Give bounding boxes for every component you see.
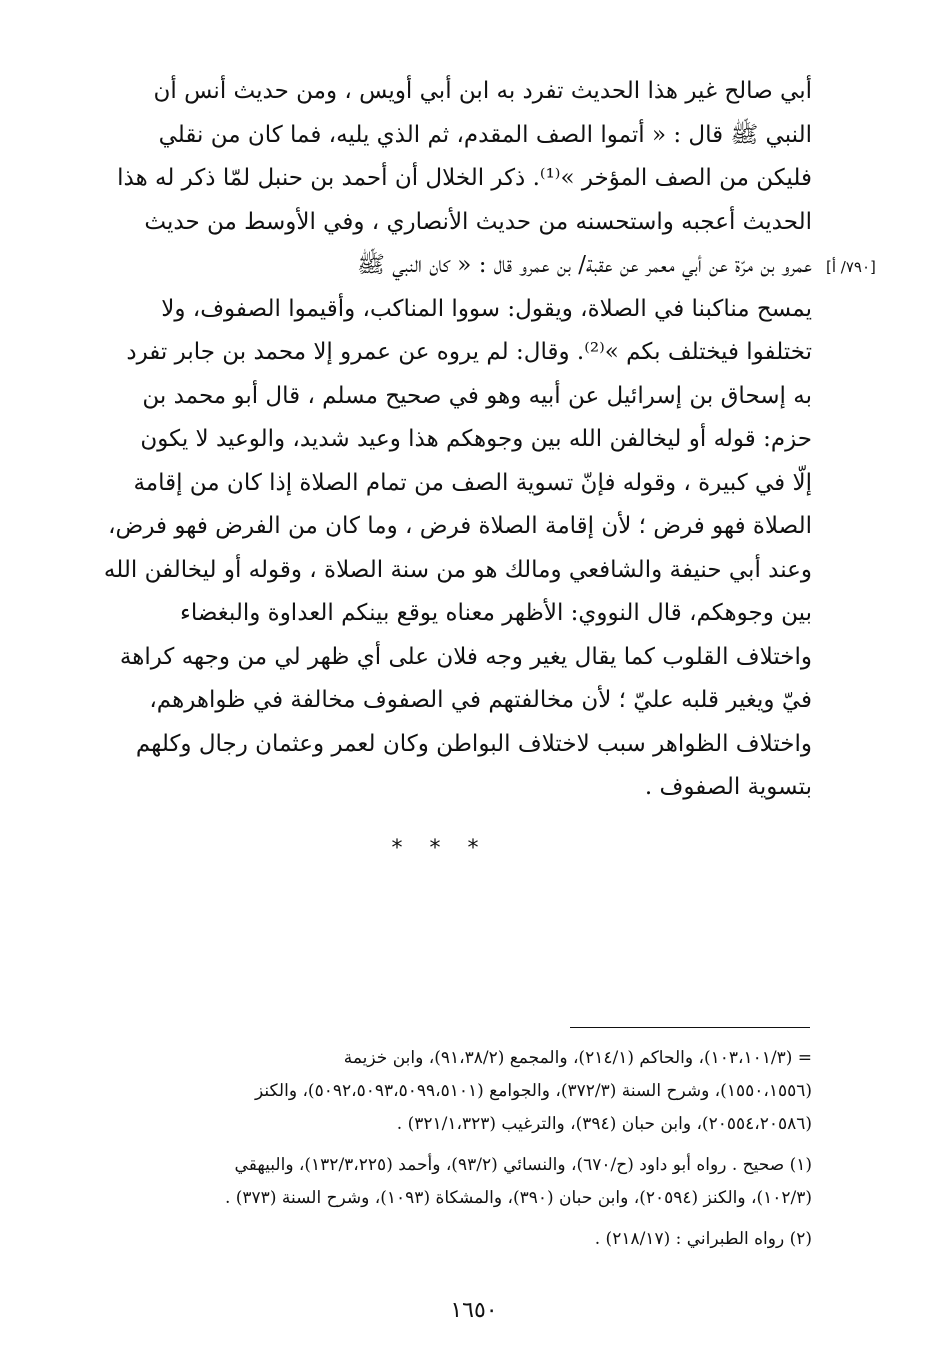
footnote-gap [70,1141,812,1149]
text-line: أبي صالح غير هذا الحديث تفرد به ابن أبي أويس ، ومن حديث أنس أن [153,78,812,104]
text-line: بتسوية الصفوف . [644,774,812,800]
text-line: حزم: قوله أو ليخالفن الله بين وجوهكم هذا وعيد شديد، والوعيد لا يكون [140,426,812,452]
text-line: بين وجوهكم، قال النووي: الأظهر معناه يوقع بينكم العداوة والبغضاء [180,600,812,626]
text-line: الحديث أعجبه واستحسنه من حديث الأنصاري ، وفي الأوسط من حديث [144,208,812,235]
text-line: النبي ﷺ قال : « أتموا الصف المقدم، ثم الذي يليه، فما كان من نقلي [158,121,812,148]
footnotes [70,1042,812,1256]
footnote-1-line: (١٠٢/٣)، والكنز (٢٠٥٩٤)، وابن حبان (٣٩٠)، والمشكاة (١٠٩٣)، وشرح السنة (٣٧٣) . [224,1188,812,1208]
text-line: فيّ ويغير قلبه عليّ ؛ لأن مخالفتهم في الصفوف مخالفة في ظواهرهم، [149,687,812,713]
text-line: واختلاف القلوب كما يقال يغير وجه فلان على أي ظهر لي من وجهه كراهة [119,643,812,670]
main-text-body [70,70,812,810]
text-line: عمرو بن مرّة عن أبي معمر عن عقبة/ بن عمرو قال : « كان النبي ﷺ [357,252,812,278]
text-line: واختلاف الظواهر سبب لاختلاف البواطن وكان لعمر وعثمان رجال وكلهم [135,730,812,757]
page-number: ١٦٥٠ [450,1298,498,1323]
footnote-continuation-line: = (١٠٣،١٠١/٣)، والحاكم (٢١٤/١)، والمجمع (٩١،٣٨/٢)، وابن خزيمة [343,1048,812,1068]
footnote-continuation-line: (٢٠٥٥٤،٢٠٥٨٦)، وابن حبان (٣٩٤)، والترغيب (٣٢١/١،٣٢٣) . [396,1114,812,1134]
footnote-divider [570,1027,810,1028]
manuscript-folio-reference: [٧٩٠/ أ] [826,258,876,276]
text-line: يمسح مناكبنا في الصلاة، ويقول: سووا المناكب، وأقيموا الصفوف، ولا [161,295,812,322]
section-separator: * * * [391,836,489,861]
text-line: به إسحاق بن إسرائيل عن أبيه وهو في صحيح مسلم ، قال أبو محمد بن [142,382,812,409]
text-line: إلّا في كبيرة ، وقوله فإنّ تسوية الصف من تمام الصلاة إذا كان من إقامة [133,469,812,496]
footnote-1-line: (١) صحيح . رواه أبو داود (ح/٦٧٠)، والنسائي (٩٣/٢)، وأحمد (١٣٢/٣،٢٢٥)، والبيهقي [234,1155,812,1175]
text-line: وعند أبي حنيفة والشافعي ومالك هو من سنة الصلاة ، وقوله أو ليخالفن الله [103,556,812,583]
text-line: الصلاة فهو فرض ؛ لأن إقامة الصلاة فرض ، وما كان من الفرض فهو فرض، [108,513,812,539]
footnote-continuation-line: (١٥٥٠،١٥٥٦)، وشرح السنة (٣٧٢/٣)، والجوامع (٥٠٩٢،٥٠٩٣،٥٠٩٩،٥١٠١)، والكنز [255,1081,812,1101]
footnote-2-line: (٢) رواه الطبراني : (٢١٨/١٧) . [594,1229,812,1249]
text-line: فليكن من الصف المؤخر »⁽¹⁾. ذكر الخلال أن أحمد بن حنبل لمّا ذكر له هذا [117,165,812,191]
text-line: تختلفوا فيختلف بكم »⁽²⁾. وقال: لم يروه عن عمرو إلا محمد بن جابر تفرد [126,339,812,365]
footnote-gap [70,1215,812,1223]
